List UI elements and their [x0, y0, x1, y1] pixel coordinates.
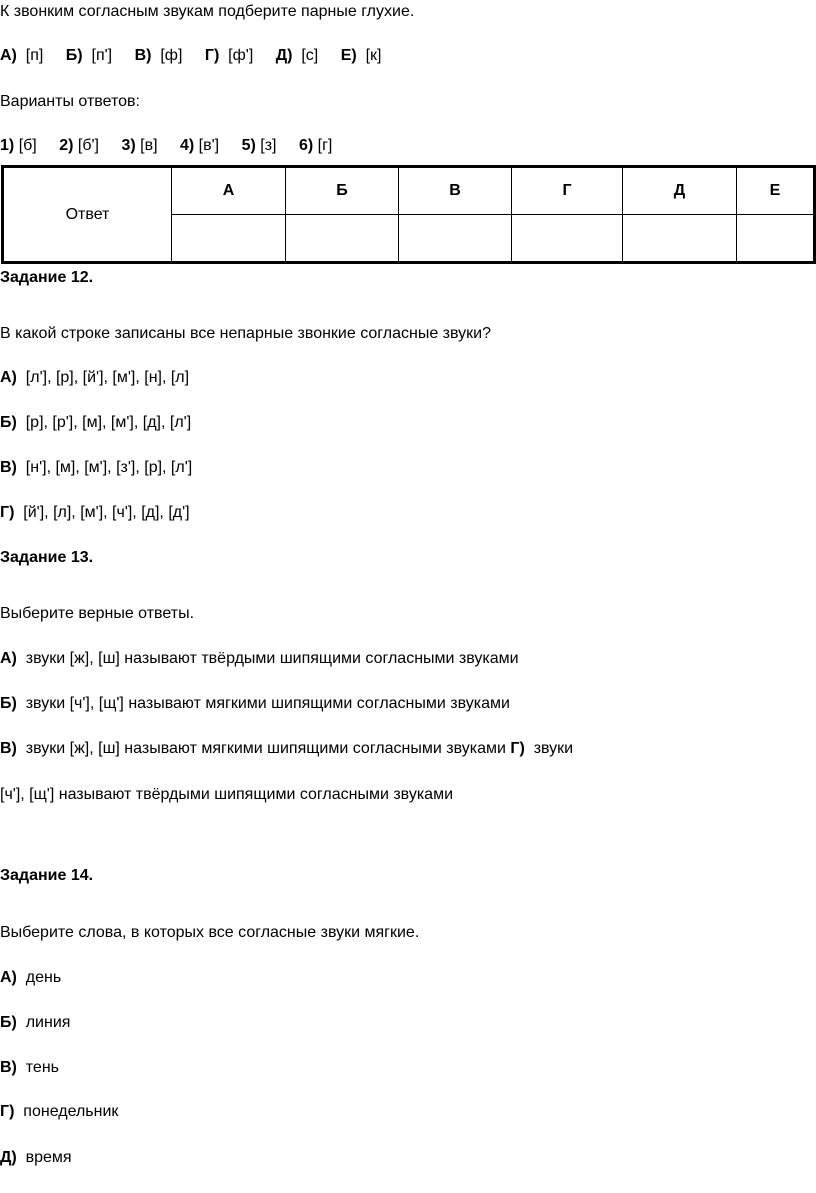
variant-item: 5) [з] — [241, 137, 277, 154]
task13-continuation: [ч'], [щ'] называют твёрдыми шипящими согласными звуками — [0, 786, 454, 803]
answer-column-header: Д — [623, 167, 737, 215]
task11-item: В) [ф] — [134, 47, 183, 64]
task11-item: А) [п] — [0, 47, 44, 64]
task11-item: Б) [п'] — [65, 47, 113, 64]
answer-table — [1, 165, 816, 264]
variant-item: 2) [б'] — [59, 137, 99, 154]
answer-column-header: Б — [286, 167, 399, 215]
answer-column-header: В — [399, 167, 512, 215]
task13-option: А) звуки [ж], [ш] называют твёрдыми шипящими согласными звуками — [0, 650, 519, 667]
task12-heading: Задание 12. — [0, 269, 94, 286]
task11-prompt: К звонким согласным звукам подберите парные глухие. — [0, 3, 415, 20]
task13-heading: Задание 13. — [0, 549, 94, 566]
variant-item: 1) [б] — [0, 137, 37, 154]
answer-cell[interactable] — [399, 215, 512, 263]
task14-option: В) тень — [0, 1059, 59, 1076]
answer-cell[interactable] — [512, 215, 623, 263]
task11-item: Г) [ф'] — [204, 47, 254, 64]
task14-heading: Задание 14. — [0, 867, 94, 884]
answer-row-label: Ответ — [3, 167, 172, 263]
answer-cell[interactable] — [286, 215, 399, 263]
task12-option: В) [н'], [м], [м'], [з'], [р], [л'] — [0, 459, 193, 476]
task14-option: Б) линия — [0, 1014, 71, 1031]
task12-option: А) [л'], [р], [й'], [м'], [н], [л] — [0, 369, 190, 386]
task13-prompt: Выберите верные ответы. — [0, 605, 195, 622]
answer-column-header: Е — [737, 167, 815, 215]
variant-item: 3) [в] — [121, 137, 158, 154]
variant-item: 6) [г] — [298, 137, 333, 154]
task11-item: Д) [с] — [275, 47, 319, 64]
answer-cell[interactable] — [623, 215, 737, 263]
answer-cell[interactable] — [737, 215, 815, 263]
task12-option: Г) [й'], [л], [м'], [ч'], [д], [д'] — [0, 504, 190, 521]
task12-prompt: В какой строке записаны все непарные звонкие согласные звуки? — [0, 325, 491, 342]
task13-option: В) звуки [ж], [ш] называют мягкими шипящими согласными звуками Г) звуки — [0, 740, 574, 757]
variants-label: Варианты ответов: — [0, 93, 140, 110]
task14-option: Г) понедельник — [0, 1103, 119, 1120]
answer-column-header: Г — [512, 167, 623, 215]
task11-variants — [0, 138, 332, 154]
task14-prompt: Выберите слова, в которых все согласные звуки мягкие. — [0, 924, 420, 941]
task12-option: Б) [р], [р'], [м], [м'], [д], [л'] — [0, 414, 192, 431]
task14-option: Д) время — [0, 1149, 72, 1166]
task14-option: А) день — [0, 969, 62, 986]
variant-item: 4) [в'] — [179, 137, 220, 154]
answer-column-header: А — [172, 167, 286, 215]
answer-cell[interactable] — [172, 215, 286, 263]
task11-item: Е) [к] — [340, 47, 382, 64]
task11-items — [0, 48, 381, 64]
task13-option: Б) звуки [ч'], [щ'] называют мягкими шипящими согласными звуками — [0, 695, 510, 712]
